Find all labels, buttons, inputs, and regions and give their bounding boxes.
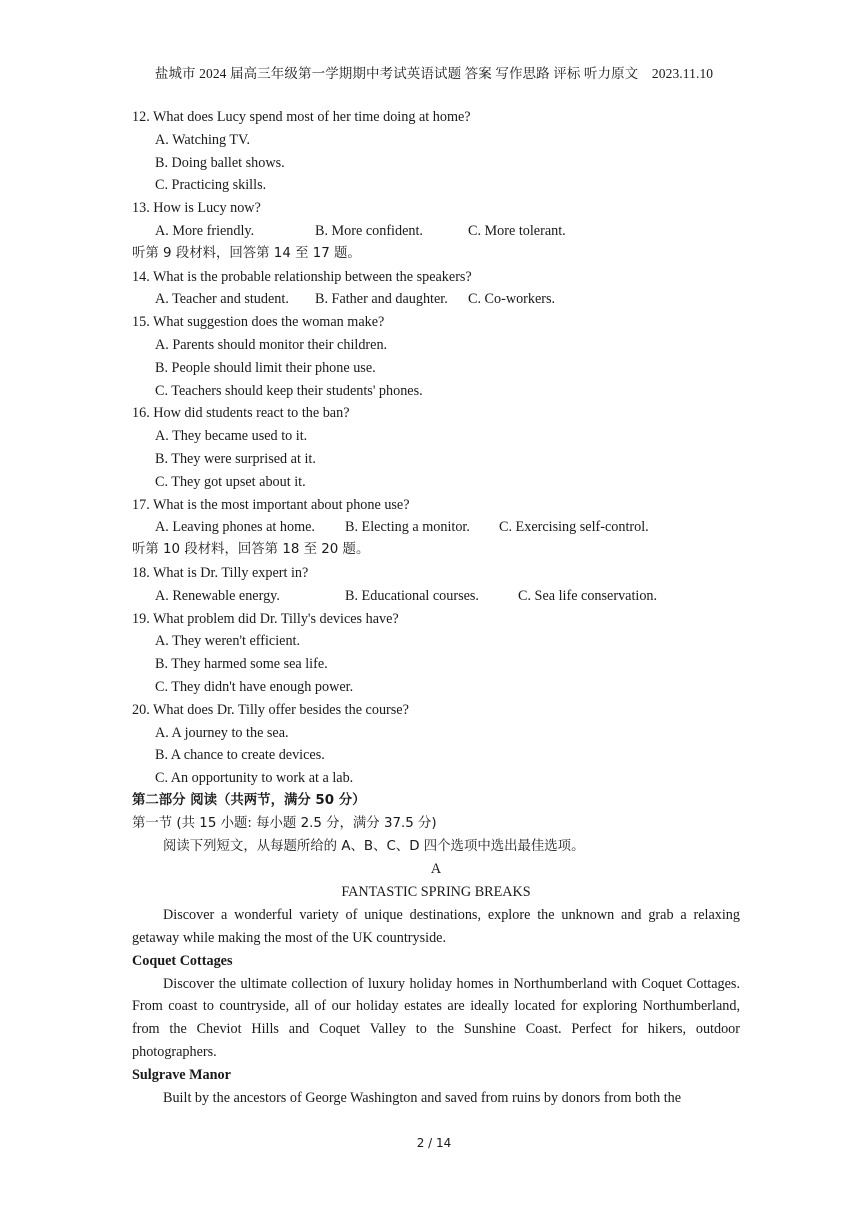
question-18-option-b: B. Educational courses. [345,587,479,604]
question-20-option-b: B. A chance to create devices. [155,747,325,764]
section-9-instruction: 听第 9 段材料，回答第 14 至 17 题。 [132,245,361,261]
coquet-cottages-paragraph: Discover the ultimate collection of luxury holiday homes in Northumberland with Coquet Cottages. From coast to countryside, all of our holiday estates are ideally located for exploring Northumberland, from the Cheviot Hills and Coquet Valley to the Sunshine Coast. Perfect for hikers, outdoor photographers. [132,975,740,1061]
question-14-option-a: A. Teacher and student. [155,291,289,308]
question-13-options [132,220,740,243]
question-17-options [132,516,740,539]
question-14-option-b: B. Father and daughter. [315,291,448,308]
passage-title: FANTASTIC SPRING BREAKS [341,884,531,901]
question-12-option-b: B. Doing ballet shows. [155,154,285,171]
page-number: 2 / 14 [416,1136,452,1150]
section-10-instruction: 听第 10 段材料，回答第 18 至 20 题。 [132,542,370,558]
question-17-option-a: A. Leaving phones at home. [155,519,315,536]
sulgrave-manor-paragraph: Built by the ancestors of George Washington and saved from ruins by donors from both the [163,1089,682,1106]
passage-letter: A [430,861,442,878]
question-19-option-b: B. They harmed some sea life. [155,656,328,673]
question-16-option-a: A. They became used to it. [155,428,308,445]
page-header: 盐城市 2024 届高三年级第一学期期中考试英语试题 答案 写作思路 评标 听力原文 2023.11.10 [154,66,714,81]
question-20-option-a: A. A journey to the sea. [155,724,289,741]
question-20: 20. What does Dr. Tilly offer besides the course? [132,701,409,718]
question-12: 12. What does Lucy spend most of her time doing at home? [132,109,471,125]
question-12-option-a: A. Watching TV. [155,131,251,148]
section-1-title: 第一节 (共 15 小题: 每小题 2.5 分，满分 37.5 分) [132,815,437,831]
question-18-option-a: A. Renewable energy. [155,587,280,604]
question-14: 14. What is the probable relationship between the speakers? [132,268,472,285]
question-15-option-c: C. Teachers should keep their students' phones. [155,382,423,399]
part-2-title: 第二部分 阅读（共两节，满分 50 分） [132,792,366,808]
question-13-option-a: A. More friendly. [155,222,255,239]
question-16-option-b: B. They were surprised at it. [155,450,316,467]
question-18: 18. What is Dr. Tilly expert in? [132,564,309,581]
question-13-option-c: C. More tolerant. [468,222,566,239]
question-16-option-c: C. They got upset about it. [155,473,306,490]
question-19-option-a: A. They weren't efficient. [155,633,301,650]
question-20-option-c: C. An opportunity to work at a lab. [155,770,354,787]
question-16: 16. How did students react to the ban? [132,405,350,422]
question-15-option-a: A. Parents should monitor their children. [155,336,388,353]
sulgrave-manor-heading: Sulgrave Manor [132,1067,231,1084]
question-15-option-b: B. People should limit their phone use. [155,359,376,376]
intro-paragraph: Discover a wonderful variety of unique destinations, explore the unknown and grab a relaxing getaway while making the most of the UK countryside. [132,906,740,946]
question-17: 17. What is the most important about phone use? [132,496,410,513]
question-18-option-c: C. Sea life conservation. [518,587,658,604]
question-18-options [132,585,740,608]
question-12-option-c: C. Practicing skills. [155,177,267,194]
question-13: 13. How is Lucy now? [132,200,261,217]
question-15: 15. What suggestion does the woman make? [132,314,385,331]
question-19-option-c: C. They didn't have enough power. [155,678,354,695]
reading-instruction: 阅读下列短文，从每题所给的 A、B、C、D 四个选项中选出最佳选项。 [163,838,585,854]
question-17-option-b: B. Electing a monitor. [345,519,470,536]
question-14-option-c: C. Co-workers. [468,291,556,308]
page-content [132,106,740,1110]
coquet-cottages-heading: Coquet Cottages [132,952,233,969]
question-19: 19. What problem did Dr. Tilly's devices have? [132,610,399,627]
question-17-option-c: C. Exercising self-control. [499,519,649,536]
question-14-options [132,288,740,311]
question-13-option-b: B. More confident. [315,222,423,239]
